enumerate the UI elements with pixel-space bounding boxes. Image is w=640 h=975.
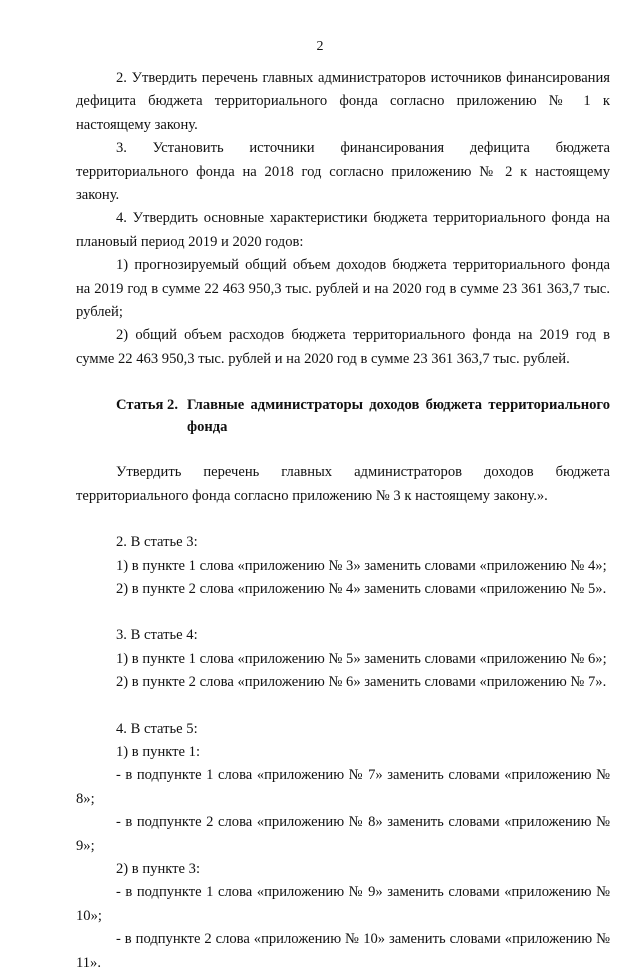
paragraph-expense-volume: 2) общий объем расходов бюджета территориального фонда на 2019 год в сумме 22 463 950,3 тыс. рублей и на 2020 год в сумме 23 361 363,7 тыс. рублей. bbox=[76, 327, 610, 367]
paragraph-establish-sources: 3. Установить источники финансирования дефицита бюджета территориального фонда на 2018 год согласно приложению № 2 к настоящему закону. bbox=[76, 140, 610, 204]
section-4-sub-2-heading: 2) в пункте 3: bbox=[116, 860, 201, 877]
spacer bbox=[76, 438, 610, 461]
section-2-item-2: 2) в пункте 2 слова «приложению № 4» заменить словами «приложению № 5». bbox=[116, 580, 607, 597]
article-2-heading bbox=[116, 394, 610, 438]
section-4-sub-2-item-1: - в подпункте 1 слова «приложению № 9» заменить словами «приложению № 10»; bbox=[76, 884, 610, 924]
article-label: Статья 2. bbox=[116, 397, 178, 414]
section-4-heading: 4. В статье 5: bbox=[116, 720, 198, 737]
article-2-text: Утвердить перечень главных администраторов доходов бюджета территориального фонда согласно приложению № 3 к настоящему закону.». bbox=[76, 464, 610, 504]
section-2-item-1: 1) в пункте 1 слова «приложению № 3» заменить словами «приложению № 4»; bbox=[116, 557, 607, 574]
spacer bbox=[76, 508, 610, 531]
section-4-sub-1-heading: 1) в пункте 1: bbox=[116, 743, 201, 760]
section-4-sub-2-item-2: - в подпункте 2 слова «приложению № 10» заменить словами «приложению № 11». bbox=[76, 931, 610, 971]
section-3-item-2: 2) в пункте 2 слова «приложению № 6» заменить словами «приложению № 7». bbox=[116, 674, 607, 691]
article-title: Главные администраторы доходов бюджета территориального фонда bbox=[187, 397, 610, 436]
section-3-heading: 3. В статье 4: bbox=[116, 627, 198, 644]
paragraph-planning-period: 4. Утвердить основные характеристики бюджета территориального фонда на плановый период 2019 и 2020 годов: bbox=[76, 210, 610, 250]
section-4-sub-1-item-2: - в подпункте 2 слова «приложению № 8» заменить словами «приложению № 9»; bbox=[76, 814, 610, 854]
spacer bbox=[76, 371, 610, 394]
page-number: 2 bbox=[316, 39, 324, 54]
document-body bbox=[76, 67, 610, 975]
paragraph-approve-sources-list: 2. Утвердить перечень главных администраторов источников финансирования дефицита бюджета территориального фонда согласно приложению № 1 к настоящему закону. bbox=[76, 70, 610, 133]
spacer bbox=[76, 695, 610, 718]
section-2-heading: 2. В статье 3: bbox=[116, 534, 198, 551]
section-3-item-1: 1) в пункте 1 слова «приложению № 5» заменить словами «приложению № 6»; bbox=[116, 650, 607, 667]
section-4-sub-1-item-1: - в подпункте 1 слова «приложению № 7» заменить словами «приложению № 8»; bbox=[76, 767, 610, 807]
paragraph-revenue-volume: 1) прогнозируемый общий объем доходов бюджета территориального фонда на 2019 год в сумме 22 463 950,3 тыс. рублей и на 2020 год в сумме 23 361 363,7 тыс. рублей; bbox=[76, 257, 610, 321]
spacer bbox=[76, 601, 610, 624]
